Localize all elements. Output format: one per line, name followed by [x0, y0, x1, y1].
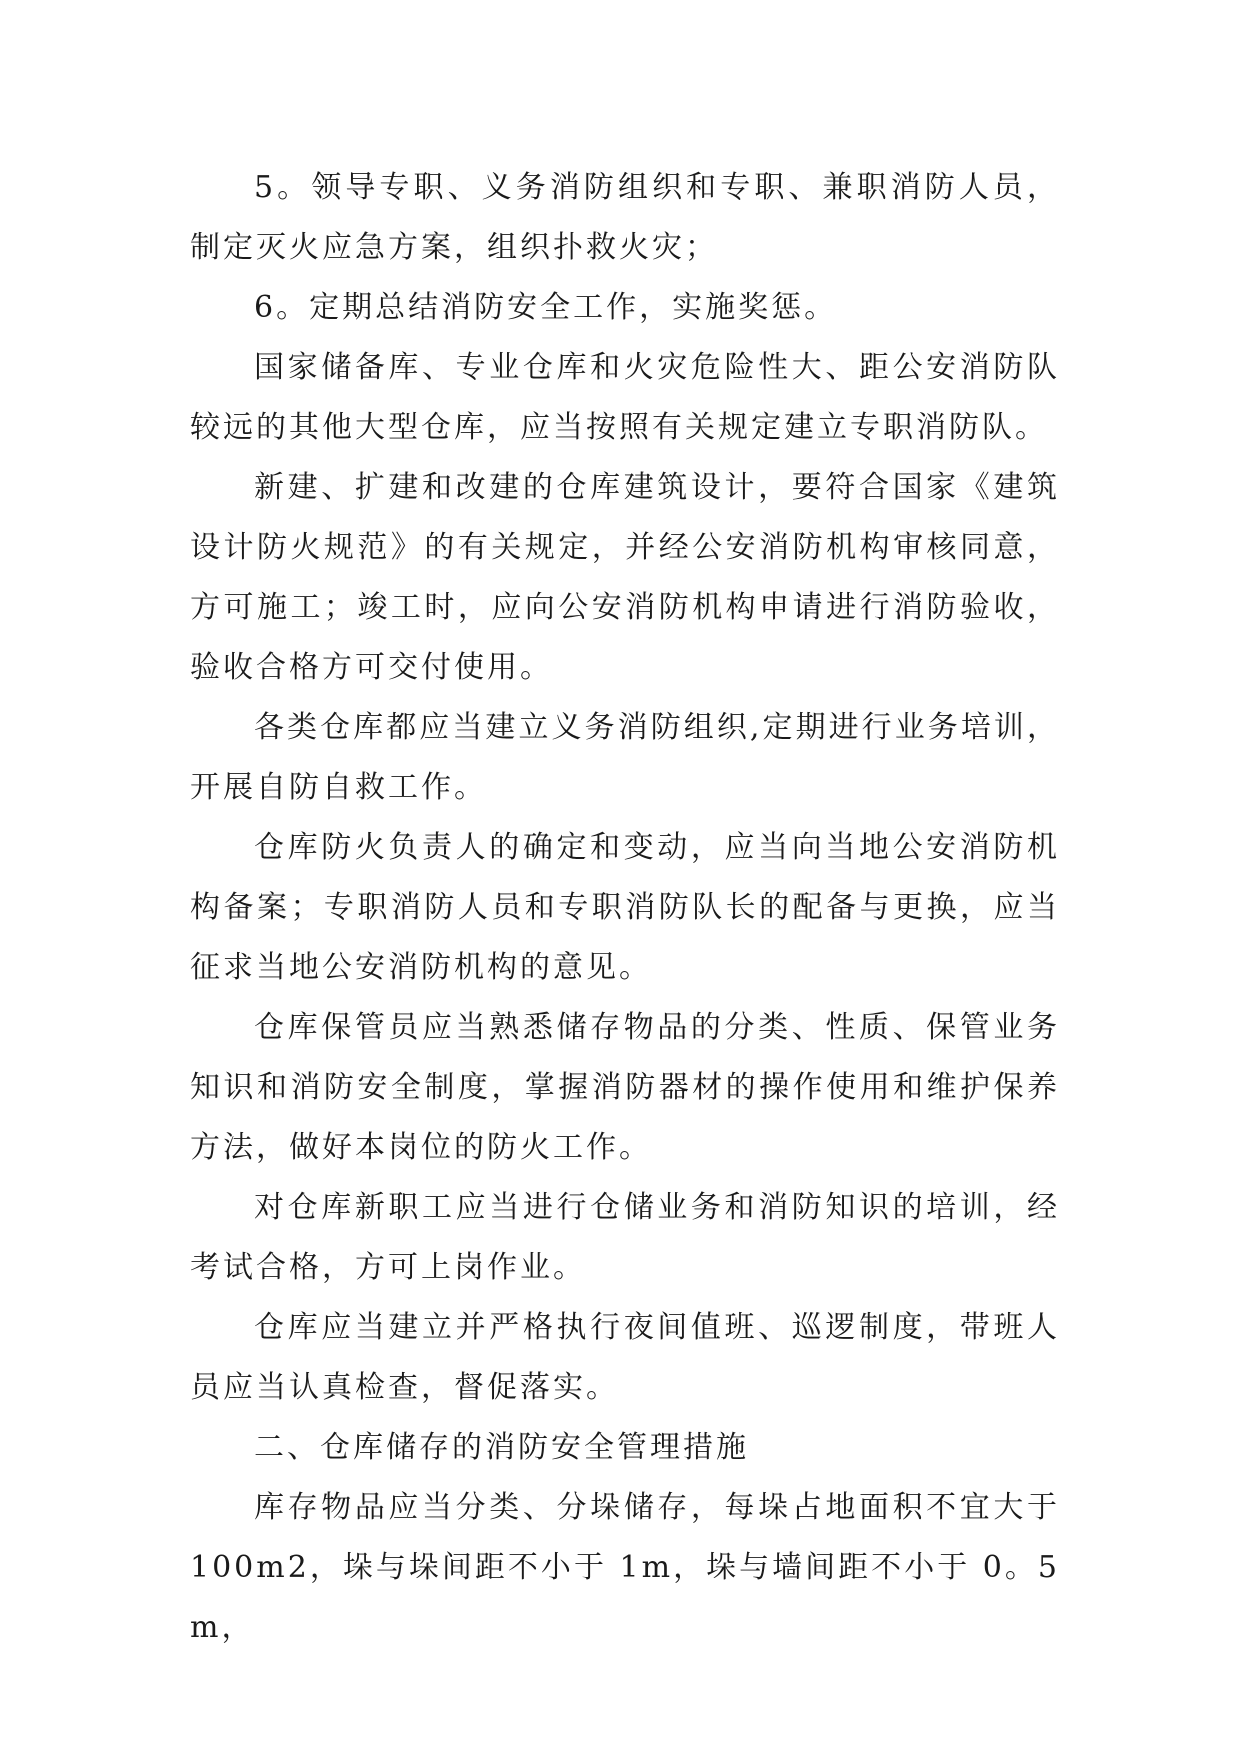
paragraph-item-6: 6。定期总结消防安全工作，实施奖惩。 — [254, 290, 838, 325]
paragraph-storekeeper: 仓库保管员应当熟悉储存物品的分类、性质、保管业务知识和消防安全制度，掌握消防器材的操作使用和维护保养方法，做好本岗位的防火工作。 — [190, 1010, 1060, 1165]
paragraph-night-patrol: 仓库应当建立并严格执行夜间值班、巡逻制度，带班人员应当认真检查，督促落实。 — [190, 1310, 1060, 1405]
paragraph-storage-rules: 库存物品应当分类、分垛储存，每垛占地面积不宜大于100m2，垛与垛间距不小于 1m，垛与墙间距不小于 0。5m， — [190, 1490, 1060, 1645]
paragraph-item-5: 5。领导专职、义务消防组织和专职、兼职消防人员，制定灭火应急方案，组织扑救火灾； — [190, 170, 1060, 265]
paragraph-responsible-person: 仓库防火负责人的确定和变动，应当向当地公安消防机构备案；专职消防人员和专职消防队长的配备与更换，应当征求当地公安消防机构的意见。 — [190, 830, 1060, 985]
paragraph-new-staff-training: 对仓库新职工应当进行仓储业务和消防知识的培训，经考试合格，方可上岗作业。 — [190, 1190, 1060, 1285]
paragraph-building-design: 新建、扩建和改建的仓库建筑设计，要符合国家《建筑设计防火规范》的有关规定，并经公安消防机构审核同意，方可施工；竣工时，应向公安消防机构申请进行消防验收，验收合格方可交付使用。 — [190, 470, 1060, 685]
paragraph-volunteer-organization: 各类仓库都应当建立义务消防组织,定期进行业务培训，开展自防自救工作。 — [190, 710, 1060, 805]
paragraph-dedicated-fire-brigade: 国家储备库、专业仓库和火灾危险性大、距公安消防队较远的其他大型仓库，应当按照有关规定建立专职消防队。 — [190, 350, 1060, 445]
document-body — [190, 158, 1060, 1658]
section-heading: 二、仓库储存的消防安全管理措施 — [254, 1430, 749, 1465]
